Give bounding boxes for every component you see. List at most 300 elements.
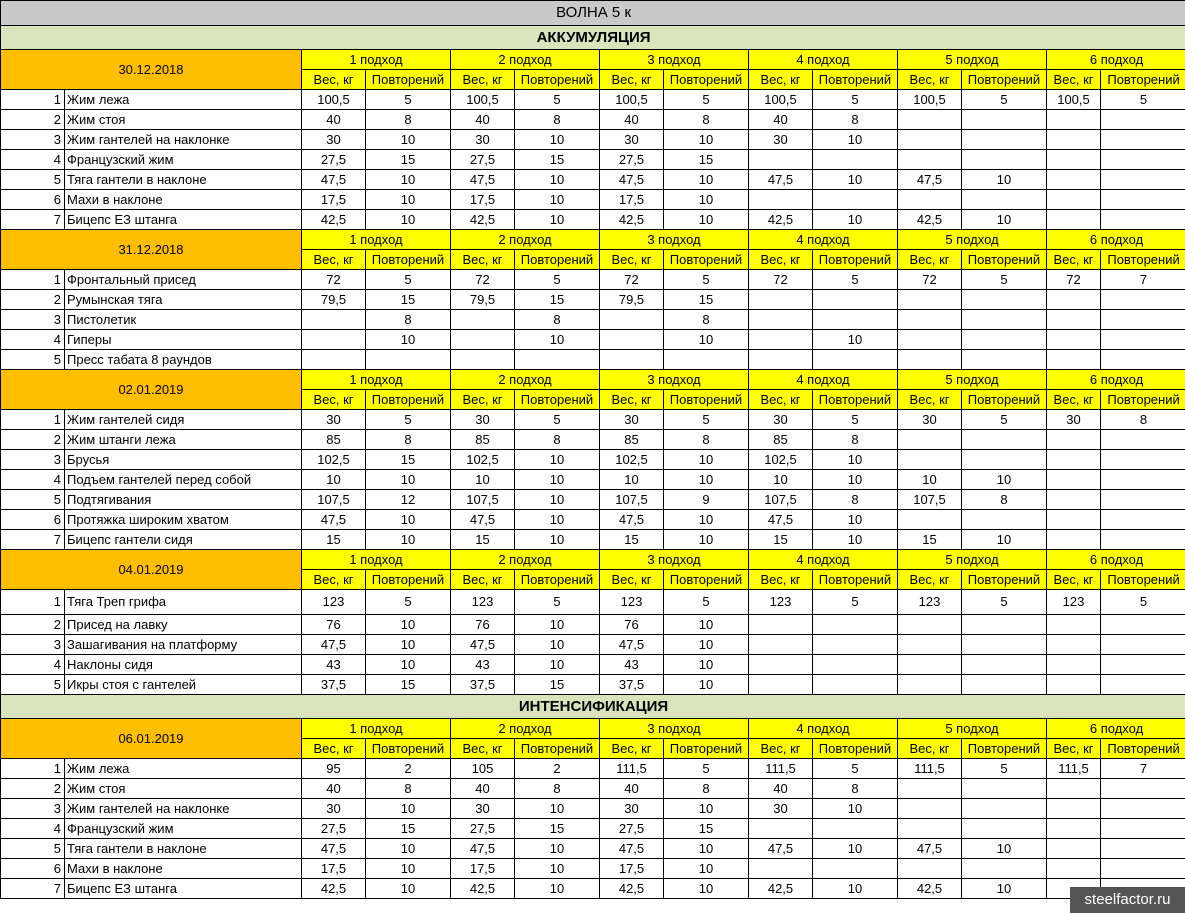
reps-cell: 10: [515, 839, 600, 859]
weight-header: Вес, кг: [451, 250, 515, 270]
reps-header: Повторений: [1101, 390, 1185, 410]
weight-cell: [749, 615, 813, 635]
reps-cell: [962, 290, 1047, 310]
weight-header: Вес, кг: [749, 739, 813, 759]
reps-cell: 15: [664, 150, 749, 170]
reps-cell: 5: [664, 270, 749, 290]
reps-header: Повторений: [813, 70, 898, 90]
exercise-name: Жим гантелей сидя: [65, 410, 302, 430]
reps-cell: 8: [664, 310, 749, 330]
exercise-row: [1, 170, 1185, 190]
exercise-row: [1, 130, 1185, 150]
weight-cell: 40: [600, 110, 664, 130]
reps-cell: 5: [813, 90, 898, 110]
weight-cell: 79,5: [451, 290, 515, 310]
reps-cell: 5: [962, 90, 1047, 110]
weight-cell: [898, 859, 962, 879]
weight-header: Вес, кг: [600, 390, 664, 410]
reps-cell: [813, 150, 898, 170]
set-header: 6 подход: [1047, 50, 1185, 70]
reps-cell: 10: [664, 470, 749, 490]
exercise-row: [1, 490, 1185, 510]
reps-cell: 10: [515, 450, 600, 470]
weight-cell: 40: [749, 110, 813, 130]
reps-cell: 5: [366, 410, 451, 430]
reps-cell: [1101, 110, 1185, 130]
reps-cell: 15: [366, 290, 451, 310]
weight-cell: 76: [600, 615, 664, 635]
exercise-row: [1, 470, 1185, 490]
reps-cell: [1101, 779, 1185, 799]
reps-cell: 10: [366, 210, 451, 230]
exercise-number: 2: [1, 110, 65, 130]
weight-header: Вес, кг: [898, 390, 962, 410]
reps-cell: 10: [664, 510, 749, 530]
reps-cell: 10: [366, 839, 451, 859]
reps-cell: 15: [664, 819, 749, 839]
weight-cell: [749, 655, 813, 675]
reps-cell: 10: [664, 839, 749, 859]
weight-cell: 47,5: [600, 170, 664, 190]
weight-cell: 123: [302, 590, 366, 615]
weight-cell: [1047, 799, 1101, 819]
reps-cell: 10: [664, 190, 749, 210]
weight-cell: 17,5: [302, 859, 366, 879]
reps-header: Повторений: [1101, 739, 1185, 759]
weight-cell: 102,5: [749, 450, 813, 470]
weight-cell: 102,5: [600, 450, 664, 470]
exercise-row: [1, 819, 1185, 839]
weight-cell: 15: [600, 530, 664, 550]
reps-cell: 10: [515, 615, 600, 635]
weight-cell: [1047, 819, 1101, 839]
reps-cell: 8: [664, 430, 749, 450]
exercise-row: [1, 799, 1185, 819]
exercise-row: [1, 410, 1185, 430]
reps-cell: 10: [515, 635, 600, 655]
weight-cell: 111,5: [749, 759, 813, 779]
reps-cell: [962, 150, 1047, 170]
exercise-name: Французский жим: [65, 150, 302, 170]
reps-cell: 10: [664, 615, 749, 635]
weight-cell: 30: [600, 130, 664, 150]
exercise-row: [1, 310, 1185, 330]
reps-cell: [1101, 635, 1185, 655]
reps-cell: 10: [366, 879, 451, 899]
reps-cell: 15: [366, 675, 451, 695]
exercise-row: [1, 759, 1185, 779]
weight-cell: [898, 350, 962, 370]
reps-header: Повторений: [515, 250, 600, 270]
set-header: 6 подход: [1047, 550, 1185, 570]
set-header: 2 подход: [451, 50, 600, 70]
reps-cell: 10: [515, 130, 600, 150]
weight-cell: [1047, 779, 1101, 799]
exercise-row: [1, 615, 1185, 635]
set-header: 5 подход: [898, 230, 1047, 250]
reps-header: Повторений: [962, 390, 1047, 410]
weight-cell: 43: [600, 655, 664, 675]
exercise-number: 5: [1, 350, 65, 370]
exercise-row: [1, 330, 1185, 350]
reps-cell: 8: [664, 110, 749, 130]
exercise-row: [1, 110, 1185, 130]
reps-cell: 5: [813, 590, 898, 615]
weight-cell: 72: [451, 270, 515, 290]
weight-cell: [1047, 655, 1101, 675]
reps-cell: 10: [366, 859, 451, 879]
weight-cell: 102,5: [302, 450, 366, 470]
weight-cell: [749, 859, 813, 879]
exercise-row: [1, 350, 1185, 370]
weight-cell: 37,5: [600, 675, 664, 695]
exercise-name: Румынская тяга: [65, 290, 302, 310]
reps-cell: 10: [515, 879, 600, 899]
reps-cell: [962, 450, 1047, 470]
weight-cell: [898, 330, 962, 350]
reps-cell: [962, 430, 1047, 450]
set-header: 3 подход: [600, 230, 749, 250]
exercise-number: 1: [1, 590, 65, 615]
exercise-number: 1: [1, 270, 65, 290]
reps-cell: 10: [366, 470, 451, 490]
exercise-row: [1, 839, 1185, 859]
exercise-name: Французский жим: [65, 819, 302, 839]
reps-header: Повторений: [813, 390, 898, 410]
weight-cell: 47,5: [898, 170, 962, 190]
reps-cell: 5: [813, 410, 898, 430]
weight-cell: 43: [302, 655, 366, 675]
reps-cell: 10: [366, 190, 451, 210]
weight-cell: 111,5: [1047, 759, 1101, 779]
reps-cell: [1101, 290, 1185, 310]
weight-cell: [749, 819, 813, 839]
exercise-row: [1, 430, 1185, 450]
reps-cell: 10: [664, 170, 749, 190]
exercise-name: Жим лежа: [65, 90, 302, 110]
exercise-name: Жим стоя: [65, 110, 302, 130]
weight-cell: [1047, 430, 1101, 450]
reps-cell: [962, 310, 1047, 330]
weight-cell: 95: [302, 759, 366, 779]
reps-cell: [1101, 190, 1185, 210]
weight-cell: 123: [451, 590, 515, 615]
set-header: 1 подход: [302, 719, 451, 739]
reps-cell: 10: [664, 450, 749, 470]
set-header: 5 подход: [898, 370, 1047, 390]
reps-cell: [962, 859, 1047, 879]
reps-cell: 8: [366, 310, 451, 330]
weight-cell: 47,5: [749, 839, 813, 859]
reps-header: Повторений: [962, 70, 1047, 90]
reps-header: Повторений: [366, 390, 451, 410]
set-header: 2 подход: [451, 719, 600, 739]
weight-cell: 111,5: [600, 759, 664, 779]
reps-header: Повторений: [1101, 250, 1185, 270]
exercise-name: Фронтальный присед: [65, 270, 302, 290]
reps-cell: [813, 635, 898, 655]
reps-header: Повторений: [664, 570, 749, 590]
weight-cell: 79,5: [600, 290, 664, 310]
weight-cell: 40: [302, 779, 366, 799]
reps-cell: 5: [664, 90, 749, 110]
weight-cell: 123: [749, 590, 813, 615]
reps-header: Повторений: [1101, 570, 1185, 590]
weight-cell: [1047, 510, 1101, 530]
reps-cell: [1101, 859, 1185, 879]
reps-cell: 8: [515, 779, 600, 799]
reps-cell: 8: [664, 779, 749, 799]
weight-cell: [1047, 490, 1101, 510]
weight-cell: 30: [302, 799, 366, 819]
reps-header: Повторений: [366, 70, 451, 90]
weight-cell: 47,5: [451, 839, 515, 859]
set-header: 1 подход: [302, 230, 451, 250]
weight-cell: 47,5: [302, 635, 366, 655]
reps-cell: 5: [813, 270, 898, 290]
exercise-number: 3: [1, 130, 65, 150]
reps-cell: 10: [515, 190, 600, 210]
weight-cell: 105: [451, 759, 515, 779]
reps-cell: 5: [1101, 90, 1185, 110]
set-header: 6 подход: [1047, 230, 1185, 250]
reps-cell: [1101, 150, 1185, 170]
exercise-name: Икры стоя с гантелей: [65, 675, 302, 695]
day-date: 06.01.2019: [1, 719, 302, 759]
weight-cell: 27,5: [302, 150, 366, 170]
reps-cell: [1101, 655, 1185, 675]
day-header-row: [1, 550, 1185, 570]
weight-cell: 15: [898, 530, 962, 550]
weight-header: Вес, кг: [749, 570, 813, 590]
exercise-name: Пресс табата 8 раундов: [65, 350, 302, 370]
reps-cell: [962, 655, 1047, 675]
set-header: 4 подход: [749, 719, 898, 739]
exercise-name: Жим гантелей на наклонке: [65, 130, 302, 150]
weight-cell: 100,5: [600, 90, 664, 110]
reps-cell: 10: [515, 655, 600, 675]
reps-cell: [1101, 839, 1185, 859]
exercise-row: [1, 675, 1185, 695]
weight-cell: 123: [1047, 590, 1101, 615]
day-header-row: [1, 370, 1185, 390]
reps-cell: [1101, 430, 1185, 450]
weight-cell: [898, 635, 962, 655]
reps-cell: 10: [962, 839, 1047, 859]
reps-cell: 10: [366, 615, 451, 635]
reps-cell: 8: [1101, 410, 1185, 430]
weight-cell: 37,5: [302, 675, 366, 695]
weight-cell: 85: [749, 430, 813, 450]
exercise-row: [1, 530, 1185, 550]
weight-cell: [898, 430, 962, 450]
weight-cell: 27,5: [451, 150, 515, 170]
exercise-name: Махи в наклоне: [65, 859, 302, 879]
weight-cell: [898, 779, 962, 799]
exercise-name: Гиперы: [65, 330, 302, 350]
exercise-number: 5: [1, 839, 65, 859]
weight-cell: 42,5: [302, 210, 366, 230]
reps-cell: 10: [664, 530, 749, 550]
weight-cell: 47,5: [302, 510, 366, 530]
day-header-row: [1, 50, 1185, 70]
weight-cell: 72: [749, 270, 813, 290]
reps-cell: 10: [366, 655, 451, 675]
day-date: 04.01.2019: [1, 550, 302, 590]
reps-cell: 10: [366, 130, 451, 150]
weight-header: Вес, кг: [749, 250, 813, 270]
reps-cell: 10: [366, 330, 451, 350]
weight-cell: [1047, 450, 1101, 470]
weight-cell: [749, 330, 813, 350]
phase-row: [1, 695, 1185, 719]
reps-cell: 15: [515, 150, 600, 170]
reps-cell: 5: [1101, 590, 1185, 615]
reps-cell: [962, 130, 1047, 150]
reps-header: Повторений: [1101, 70, 1185, 90]
weight-cell: [898, 450, 962, 470]
weight-cell: [1047, 470, 1101, 490]
weight-cell: 47,5: [749, 510, 813, 530]
reps-header: Повторений: [366, 570, 451, 590]
weight-cell: [898, 819, 962, 839]
weight-cell: 72: [600, 270, 664, 290]
weight-cell: [898, 150, 962, 170]
reps-cell: 5: [664, 590, 749, 615]
reps-cell: [962, 190, 1047, 210]
set-header: 2 подход: [451, 550, 600, 570]
reps-header: Повторений: [515, 70, 600, 90]
weight-header: Вес, кг: [302, 570, 366, 590]
weight-cell: [600, 310, 664, 330]
weight-cell: 47,5: [451, 510, 515, 530]
weight-cell: 17,5: [302, 190, 366, 210]
exercise-name: Бицепс гантели сидя: [65, 530, 302, 550]
reps-cell: [1101, 490, 1185, 510]
weight-header: Вес, кг: [600, 739, 664, 759]
reps-cell: 10: [515, 330, 600, 350]
weight-cell: 79,5: [302, 290, 366, 310]
weight-cell: [600, 330, 664, 350]
sheet-title: ВОЛНА 5 к: [1, 1, 1185, 26]
reps-cell: 10: [664, 655, 749, 675]
weight-header: Вес, кг: [1047, 570, 1101, 590]
weight-cell: 10: [302, 470, 366, 490]
reps-cell: 10: [664, 675, 749, 695]
reps-cell: [1101, 510, 1185, 530]
weight-cell: [1047, 859, 1101, 879]
weight-cell: 107,5: [451, 490, 515, 510]
reps-cell: 10: [664, 210, 749, 230]
exercise-name: Брусья: [65, 450, 302, 470]
exercise-row: [1, 510, 1185, 530]
reps-header: Повторений: [962, 250, 1047, 270]
weight-header: Вес, кг: [451, 390, 515, 410]
set-header: 6 подход: [1047, 719, 1185, 739]
weight-cell: 40: [600, 779, 664, 799]
exercise-row: [1, 655, 1185, 675]
weight-cell: [600, 350, 664, 370]
weight-cell: [1047, 150, 1101, 170]
reps-cell: [962, 615, 1047, 635]
reps-cell: [515, 350, 600, 370]
weight-cell: [898, 675, 962, 695]
reps-cell: 8: [813, 110, 898, 130]
set-header: 1 подход: [302, 550, 451, 570]
weight-cell: 10: [451, 470, 515, 490]
weight-cell: 47,5: [451, 170, 515, 190]
reps-cell: 5: [962, 590, 1047, 615]
weight-cell: [1047, 190, 1101, 210]
exercise-row: [1, 635, 1185, 655]
reps-cell: [1101, 330, 1185, 350]
weight-cell: 30: [451, 799, 515, 819]
weight-header: Вес, кг: [451, 70, 515, 90]
weight-header: Вес, кг: [451, 739, 515, 759]
weight-cell: [898, 799, 962, 819]
reps-cell: 15: [515, 819, 600, 839]
weight-cell: [898, 190, 962, 210]
weight-cell: [302, 330, 366, 350]
reps-cell: 5: [366, 270, 451, 290]
weight-cell: 85: [302, 430, 366, 450]
exercise-name: Жим гантелей на наклонке: [65, 799, 302, 819]
exercise-name: Махи в наклоне: [65, 190, 302, 210]
weight-cell: [302, 350, 366, 370]
weight-cell: [898, 290, 962, 310]
reps-header: Повторений: [366, 250, 451, 270]
reps-cell: 15: [366, 450, 451, 470]
reps-cell: [1101, 470, 1185, 490]
reps-cell: 5: [515, 90, 600, 110]
reps-cell: [962, 350, 1047, 370]
weight-cell: 30: [302, 130, 366, 150]
reps-cell: [962, 635, 1047, 655]
weight-cell: 30: [749, 799, 813, 819]
exercise-name: Жим штанги лежа: [65, 430, 302, 450]
weight-cell: [749, 190, 813, 210]
reps-header: Повторений: [515, 570, 600, 590]
weight-cell: 40: [302, 110, 366, 130]
weight-cell: 47,5: [600, 635, 664, 655]
exercise-number: 3: [1, 450, 65, 470]
weight-cell: 72: [302, 270, 366, 290]
exercise-name: Тяга гантели в наклоне: [65, 839, 302, 859]
day-date: 30.12.2018: [1, 50, 302, 90]
reps-cell: 10: [515, 859, 600, 879]
reps-cell: 5: [962, 410, 1047, 430]
reps-cell: 8: [962, 490, 1047, 510]
phase-title: ИНТЕНСИФИКАЦИЯ: [1, 695, 1185, 719]
reps-cell: [813, 290, 898, 310]
exercise-number: 2: [1, 615, 65, 635]
exercise-row: [1, 90, 1185, 110]
weight-cell: 30: [451, 130, 515, 150]
reps-cell: [962, 110, 1047, 130]
reps-cell: 10: [813, 510, 898, 530]
weight-cell: [898, 310, 962, 330]
reps-cell: 10: [664, 330, 749, 350]
weight-cell: 100,5: [1047, 90, 1101, 110]
reps-cell: 8: [515, 430, 600, 450]
weight-header: Вес, кг: [898, 570, 962, 590]
weight-cell: 42,5: [451, 879, 515, 899]
reps-cell: 5: [813, 759, 898, 779]
exercise-number: 4: [1, 330, 65, 350]
exercise-name: Подтягивания: [65, 490, 302, 510]
weight-cell: [1047, 290, 1101, 310]
exercise-number: 5: [1, 490, 65, 510]
